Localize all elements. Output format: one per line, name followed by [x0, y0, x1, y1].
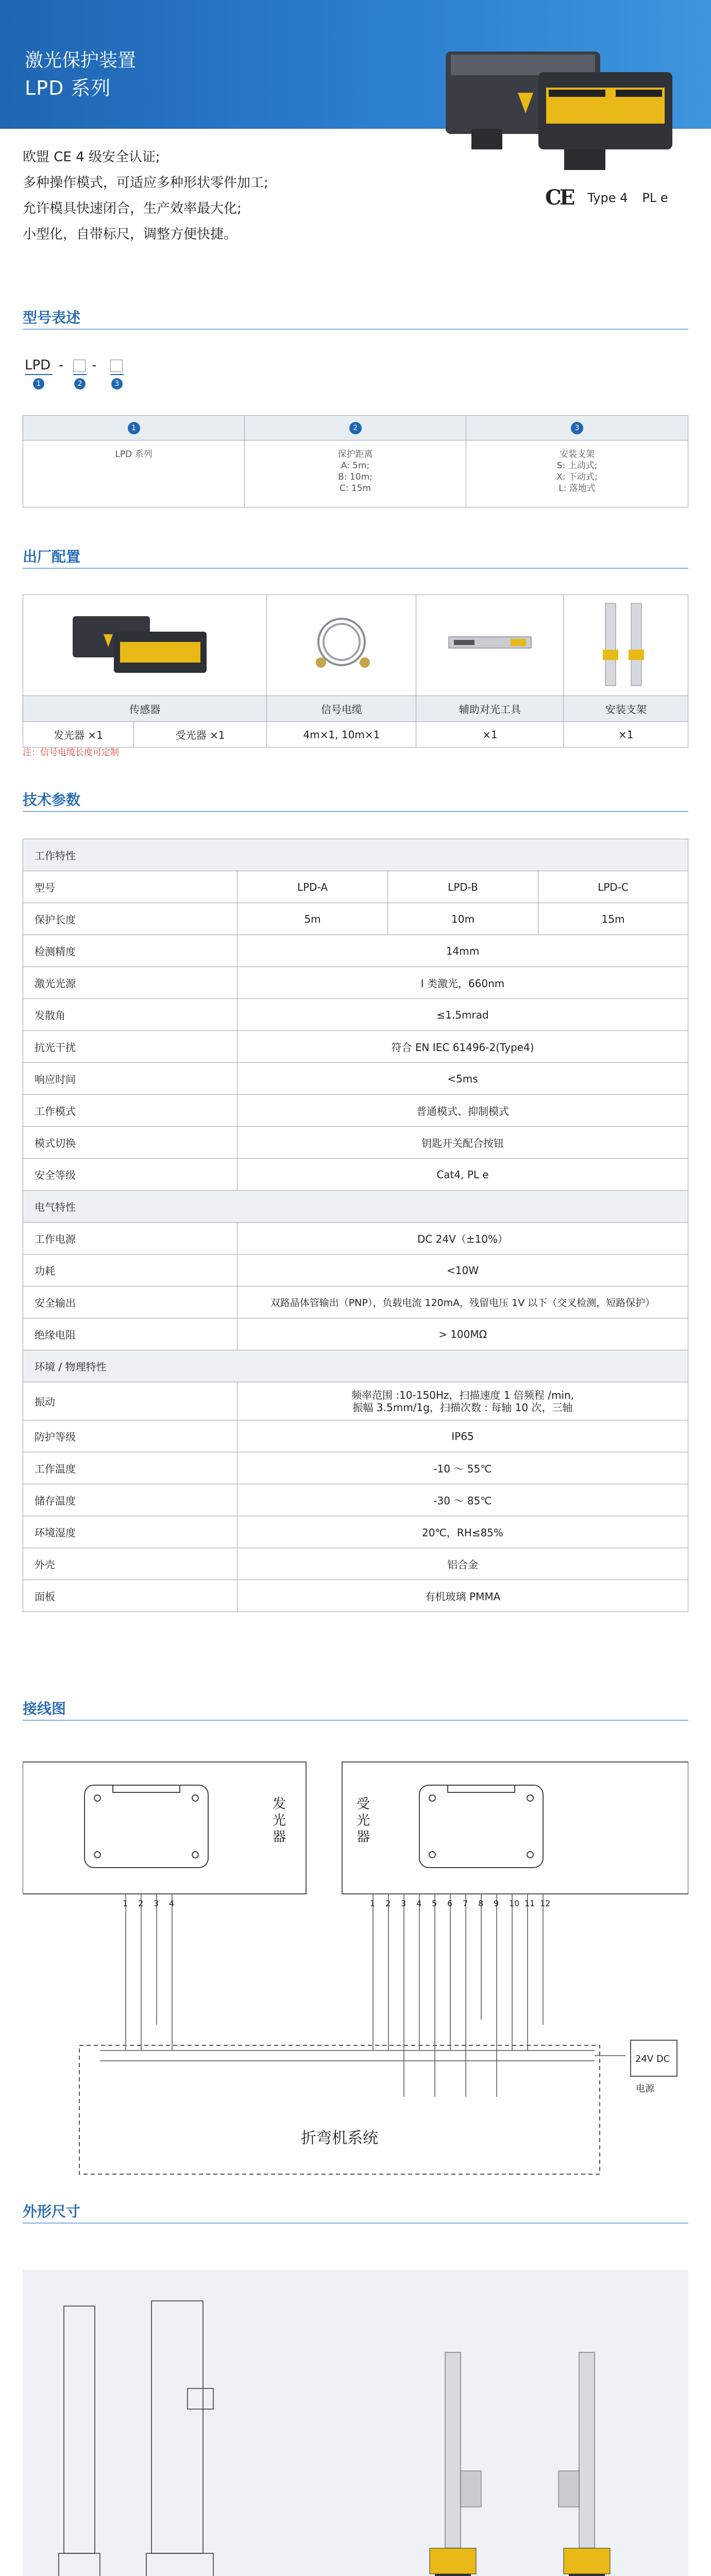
receiver-pin-number: 9	[494, 1899, 499, 1908]
group-work: 工作特性	[23, 839, 688, 871]
receiver-pin-number: 6	[447, 1899, 453, 1908]
emitter-pin-number: 4	[169, 1899, 175, 1908]
qty-receiver: 受光器 ×1	[134, 722, 267, 748]
factory-table	[23, 595, 688, 748]
receiver-pins	[370, 1899, 550, 1908]
type-label: Type 4	[587, 190, 628, 205]
label-sensor: 传感器	[23, 696, 267, 722]
model-code-table: 1 2 3 LPD 系列 保护距离 A: 5m; B: 10m; C: 15m 安装支架 S: 上动式; X: 下动式; L: 落地式	[23, 415, 688, 507]
group-environment: 环境 / 物理特性	[23, 1350, 688, 1382]
receiver-pin-number: 5	[432, 1899, 437, 1908]
feature-item: 允许模具快速闭合，生产效率最大化;	[23, 201, 242, 216]
factory-note: 注：信号电缆长度可定制	[23, 748, 119, 758]
qty-bracket: ×1	[564, 722, 688, 748]
receiver-pin-number: 4	[416, 1899, 422, 1908]
section-tech: 技术参数	[23, 791, 688, 812]
label-cable: 信号电缆	[267, 696, 416, 722]
group-electrical: 电气特性	[23, 1191, 688, 1223]
receiver-box	[342, 1762, 688, 1894]
section-factory: 出厂配置	[23, 548, 688, 569]
cable-image	[267, 595, 416, 696]
system-label: 折弯机系统	[301, 2129, 378, 2147]
model-bracket-cell: 安装支架 S: 上动式; X: 下动式; L: 落地式	[466, 440, 688, 507]
hero-model: LPD 系列	[25, 77, 111, 99]
section-dimensions: 外形尺寸	[23, 2203, 688, 2224]
section-model-code: 型号表述	[23, 309, 688, 330]
receiver-pin-number: 2	[385, 1899, 391, 1908]
psu-label: 电源	[636, 2083, 654, 2094]
wiring-diagram	[23, 1736, 688, 2200]
receiver-pin-number: 12	[540, 1899, 551, 1908]
qty-cable: 4m×1, 10m×1	[267, 722, 416, 748]
sensor-image	[23, 595, 267, 696]
emitter-pin-number: 1	[123, 1899, 128, 1908]
feature-list	[23, 144, 268, 247]
receiver-pin-number: 3	[401, 1899, 407, 1908]
qty-tool: ×1	[416, 722, 564, 748]
receiver-pin-number: 10	[509, 1899, 520, 1908]
emitter-label-1: 发光器	[273, 1797, 286, 1845]
model-code: LPD - - 1 2 3	[25, 355, 231, 392]
bracket-image	[564, 595, 688, 696]
ce-mark: CE	[545, 185, 573, 210]
label-bracket: 安装支架	[564, 696, 688, 722]
tech-table: 工作特性 型号 LPD-A LPD-B LPD-C 保护长度 5m 10m 15m 检测精度 14mm 激光光源 I 类激光，660nm 发散角 ≤1.5mrad 抗光干扰 符合 EN IEC 61496-2(Type4) 响应时间 <5ms 工作模式 普通模式、抑制模式 模式切换 钥匙开关配合按钮 安全等级 Cat4, PL e 电气特性 工作电源 DC 24V（±10%） 功耗 <10W 安全输出 双路晶体管输出（PNP），负载电流 120mA，残留电压 1V 以下（交叉检测，短路保护） 绝缘电阻 > 100MΩ 环境 / 物理特性 振动 频率范围 :10-150Hz，扫描速度 1 倍频程 /min, 振幅 3.5mm/1g，扫描次数 : 每轴 10 次，三轴 防护等级 IP65 工作温度 -10 ～ 55℃ 储存温度 -30 ～ 85℃ 环境湿度 20℃，RH≤85% 外壳 铝合金 面板 有机玻璃 PMMA	[23, 839, 688, 1612]
feature-item: 多种操作模式，可适应多种形状零件加工;	[23, 175, 268, 191]
product-image	[430, 36, 688, 185]
model-series-cell: LPD 系列	[23, 440, 245, 507]
emitter-box	[23, 1762, 306, 1894]
hero-title: 激光保护装置	[25, 50, 137, 71]
emitter-pin-number: 3	[154, 1899, 159, 1908]
cert-row	[545, 185, 668, 210]
receiver-label-1: 受光器	[357, 1797, 370, 1845]
section-wiring: 接线图	[23, 1700, 688, 1721]
emitter-pins	[123, 1899, 174, 1908]
qty-emitter: 发光器 ×1	[23, 722, 134, 748]
emitter-pin-number: 2	[138, 1899, 144, 1908]
receiver-pin-number: 1	[370, 1899, 376, 1908]
psu-text: 24V DC	[635, 2054, 670, 2064]
receiver-pin-number: 8	[478, 1899, 484, 1908]
label-tool: 辅助对光工具	[416, 696, 564, 722]
pl-label: PL e	[642, 190, 668, 205]
receiver-pin-number: 7	[463, 1899, 468, 1908]
model-distance-cell: 保护距离 A: 5m; B: 10m; C: 15m	[245, 440, 466, 507]
receiver-pin-number: 11	[524, 1899, 535, 1908]
dimension-drawings	[23, 2270, 688, 2576]
alignment-tool-image	[416, 595, 564, 696]
feature-item: 欧盟 CE 4 级安全认证;	[23, 149, 160, 165]
feature-item: 小型化，自带标尺，调整方便快捷。	[23, 227, 238, 242]
